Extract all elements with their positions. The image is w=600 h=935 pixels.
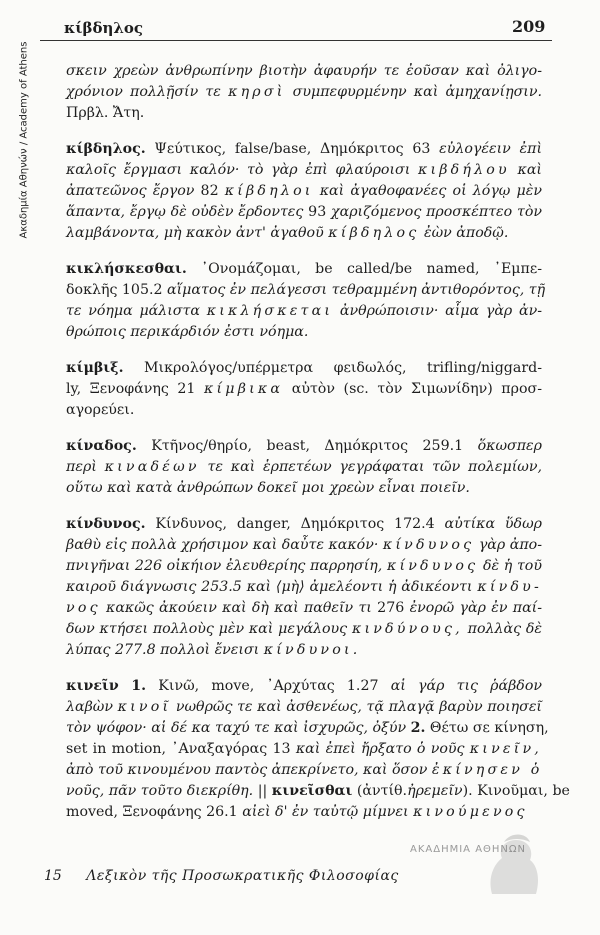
footer	[44, 868, 399, 884]
spaced-emphasis: κινεῖν,	[469, 741, 542, 757]
spaced-emphasis: κίνδυνοι.	[263, 642, 361, 658]
quote: ἀνθρώποισιν· αἷμα γὰρ ἀν-	[339, 303, 543, 319]
definition: ). Κινοῦμαι, be	[462, 783, 570, 799]
running-head: κίβδηλος	[64, 19, 144, 37]
side-credit: Ακαδημία Αθηνών / Academy of Athens	[18, 41, 30, 239]
headword: κινεῖν 1.	[66, 678, 147, 694]
text-line	[66, 739, 542, 760]
quote: δὲ ἡ τοῦ	[482, 558, 542, 574]
text-line	[66, 697, 542, 718]
watermark-text: ΑΚΑΔΗΜΙΑ ΑΘΗΝΩΝ	[410, 844, 527, 855]
quote: αἵματος ἐν πελάγεσσι τεθραμμένη ἀντιθορόντος, τῇ	[167, 282, 546, 298]
definition: Κίνδυνος, danger, Δημόκριτος 172.4	[155, 516, 435, 532]
quote: καὶ ἐπεὶ ἤρξατο ὁ νοῦς	[295, 741, 465, 757]
spaced-emphasis: κίμβικα	[204, 381, 284, 397]
quote: συμπεφυρμένην καὶ ἀμηχανίῃσιν.	[292, 84, 542, 100]
text-line	[66, 259, 542, 280]
text-line	[66, 61, 542, 82]
footer-title: Λεξικὸν τῆς Προσωκρατικῆς Φιλοσοφίας	[86, 868, 399, 884]
text-line	[66, 82, 542, 103]
sub-headword: κινεῖσθαι	[271, 783, 353, 799]
quote: πολλὰς δὲ	[467, 621, 543, 637]
quote: ἀπὸ τοῦ κινουμένου παντὸς ἀπεκρίνετο, καὶ ὅσον	[66, 762, 428, 778]
antonym-note: (ἀντίθ.	[356, 783, 408, 799]
spaced-emphasis: κινούμενος	[413, 804, 528, 820]
definition: Ψεύτικος, false/base, Δημόκριτος 63	[154, 141, 431, 157]
quote: γὰρ ἀπο-	[478, 537, 542, 553]
spaced-emphasis: κινδύνους,	[351, 621, 463, 637]
quote: χρόνιον πολλῇσίν τε	[66, 84, 221, 100]
quote: λύπας 277.8	[66, 642, 156, 658]
spaced-emphasis: κικλήσκεται	[206, 303, 334, 319]
spaced-emphasis: νος	[66, 600, 101, 616]
spaced-emphasis: κίνδυ-	[477, 579, 542, 595]
quote: καὶ ⟨μὴ⟩ ἀμελέοντι ἡ ἀδικέοντι	[246, 579, 473, 595]
headword: κικλήσκεσθαι.	[66, 261, 187, 277]
quote: ἅπαντα, ἔργῳ δὲ οὐδὲν ἔρδοντες	[66, 204, 304, 220]
fragment-number: 93	[308, 204, 327, 220]
text-line	[66, 781, 570, 802]
quote: δων κτήσει πολλοὺς μὲν καὶ μεγάλους	[66, 621, 348, 637]
spaced-emphasis: κίνδυνος	[382, 537, 475, 553]
quote: θρώποις περικάρδιόν ἐστι νόημα.	[66, 324, 309, 340]
reference: ly, Ξενοφάνης 21	[66, 381, 196, 397]
quote: καλοῖς ἔργμασι καλόν· τὸ γὰρ ἐπὶ φλαύροισι	[66, 162, 411, 178]
text-line	[66, 802, 542, 823]
text-line	[66, 181, 542, 202]
text-line	[66, 202, 542, 223]
text-line	[66, 322, 542, 343]
quote: τε νόημα μάλιστα	[66, 303, 200, 319]
reference: δοκλῆς 105.2	[66, 282, 163, 298]
text-line	[66, 301, 542, 322]
spaced-emphasis: κίβδηλος	[328, 225, 420, 241]
quote: χαριζόμενος προσκέπτεο τὸν	[331, 204, 543, 220]
quote: καὶ	[517, 162, 542, 178]
quote: οἰκήιον ἐλευθερίης παρρησίη,	[166, 558, 383, 574]
spaced-emphasis: κίβδηλοι	[224, 183, 314, 199]
quote: βαθὺ εἰς πολλὰ χρήσιμον καὶ δαὖτε κακόν·	[66, 537, 379, 553]
text-line	[66, 535, 542, 556]
text-line	[66, 457, 542, 478]
headword: κίναδος.	[66, 438, 137, 454]
fragment-number: 276	[377, 600, 405, 616]
text-line	[66, 718, 549, 739]
spaced-emphasis: κινοῖ	[117, 699, 172, 715]
header-rule	[40, 40, 552, 41]
athena-watermark-icon	[470, 832, 550, 902]
quote: ὅκωσπερ	[477, 438, 542, 454]
separator: ||	[257, 783, 268, 799]
definition: moved, Ξενοφάνης 26.1	[66, 804, 238, 820]
footer-signature-number: 15	[44, 868, 62, 884]
quote: ἠρεμεῖν	[407, 783, 463, 799]
quote: περὶ	[66, 459, 97, 475]
text-line	[66, 478, 542, 499]
sense-number: 2.	[410, 720, 426, 736]
page-number: 209	[512, 17, 546, 36]
text-line	[66, 139, 542, 160]
fragment-number: 82	[200, 183, 219, 199]
headword: κίνδυνος.	[66, 516, 146, 532]
quote: ἐὼν ἀποδῷ.	[423, 225, 509, 241]
text-line	[66, 379, 542, 400]
quote: λαμβάνοντα, μὴ κακὸν ἀντ' ἀγαθοῦ	[66, 225, 324, 241]
quote: εὐλογέειν ἐπὶ	[439, 141, 543, 157]
text-line	[66, 760, 542, 781]
text-line	[66, 556, 542, 577]
headword: κίβδηλος.	[66, 141, 146, 157]
text-line	[66, 223, 542, 244]
text-line	[66, 640, 542, 661]
spaced-emphasis: κιναδέων	[104, 459, 200, 475]
spaced-emphasis: κιβδήλου	[417, 162, 510, 178]
text-line	[66, 280, 546, 301]
spaced-emphasis: ἐκίνησεν ὁ	[431, 762, 543, 778]
text-line	[66, 514, 542, 535]
text-line	[66, 160, 542, 181]
quote: καὶ ἀγαθοφανέες οἱ λόγῳ μὲν	[319, 183, 542, 199]
quote: αγορεύει.	[66, 402, 135, 418]
quote: οὕτω καὶ κατὰ ἀνθρώπων δοκεῖ μοι χρεὼν εἶναι ποιεῖν.	[66, 480, 470, 496]
quote: νοῦς, πᾶν τοῦτο διεκρίθη.	[66, 783, 254, 799]
quote: νωθρῶς τε καὶ ἀσθενέως, τᾷ πλαγᾷ βαρὺν ποιησεῖ	[175, 699, 542, 715]
quote: πνιγῆναι 226	[66, 558, 162, 574]
definition: ᾿Ονομάζομαι, be called/be named, ᾿Εμπε-	[201, 261, 542, 277]
quote: τε καὶ ἑρπετέων γεγράφαται τῶν πολεμίων,	[207, 459, 542, 475]
quote: τὸν ψόφον· αἱ δέ κα ταχύ τε καὶ ἰσχυρῶς, ὀξύν	[66, 720, 407, 736]
quote: ἐνορῶ γὰρ ἐν παί-	[409, 600, 543, 616]
quote: αἰεὶ δ' ἐν ταὐτῷ μίμνει	[242, 804, 409, 820]
quote: αὐτίκα ὕδωρ	[444, 516, 542, 532]
text-line	[66, 676, 542, 697]
quote: καιροῦ διάγνωσις 253.5	[66, 579, 242, 595]
text-line	[66, 358, 542, 379]
quote: σκειν χρεὼν ἀνθρωπίνην βιοτὴν ἀφαυρήν τε ἐοῦσαν καὶ ὀλιγο-	[66, 63, 542, 79]
lexicon-text	[66, 61, 570, 823]
definition: Θέτω σε κίνηση,	[429, 720, 549, 736]
definition: Κινῶ, move, ᾿Αρχύτας 1.27	[158, 678, 379, 694]
text-line	[66, 103, 542, 124]
quote: πολλοὶ ἔνεισι	[160, 642, 260, 658]
definition: Μικρολόγος/υπέρμετρα φειδωλός, trifling/niggard-	[144, 360, 542, 376]
spaced-emphasis: κίνδυνος	[386, 558, 479, 574]
cross-reference: Πρβλ. Ἄτη.	[66, 105, 145, 121]
text-line	[66, 436, 542, 457]
definition: set in motion, ᾿Αναξαγόρας 13	[66, 741, 291, 757]
quote: αἱ γάρ τις ῥάβδον	[390, 678, 542, 694]
text-line	[66, 577, 542, 598]
quote: κακῶς ἀκούειν καὶ δὴ καὶ παθεῖν τι	[106, 600, 372, 616]
quote: ἀπατεῶνος ἔργον	[66, 183, 195, 199]
definition: Κτῆνος/θηρίο, beast, Δημόκριτος 259.1	[151, 438, 464, 454]
headword: κίμβιξ.	[66, 360, 124, 376]
quote: λαβὼν	[66, 699, 113, 715]
text-line	[66, 400, 542, 421]
text-line	[66, 619, 542, 640]
text-line	[66, 598, 542, 619]
spaced-emphasis: κηρσὶ	[228, 84, 286, 100]
quote: αὐτὸν (sc. τὸν Σιμωνίδην) προσ-	[291, 381, 542, 397]
